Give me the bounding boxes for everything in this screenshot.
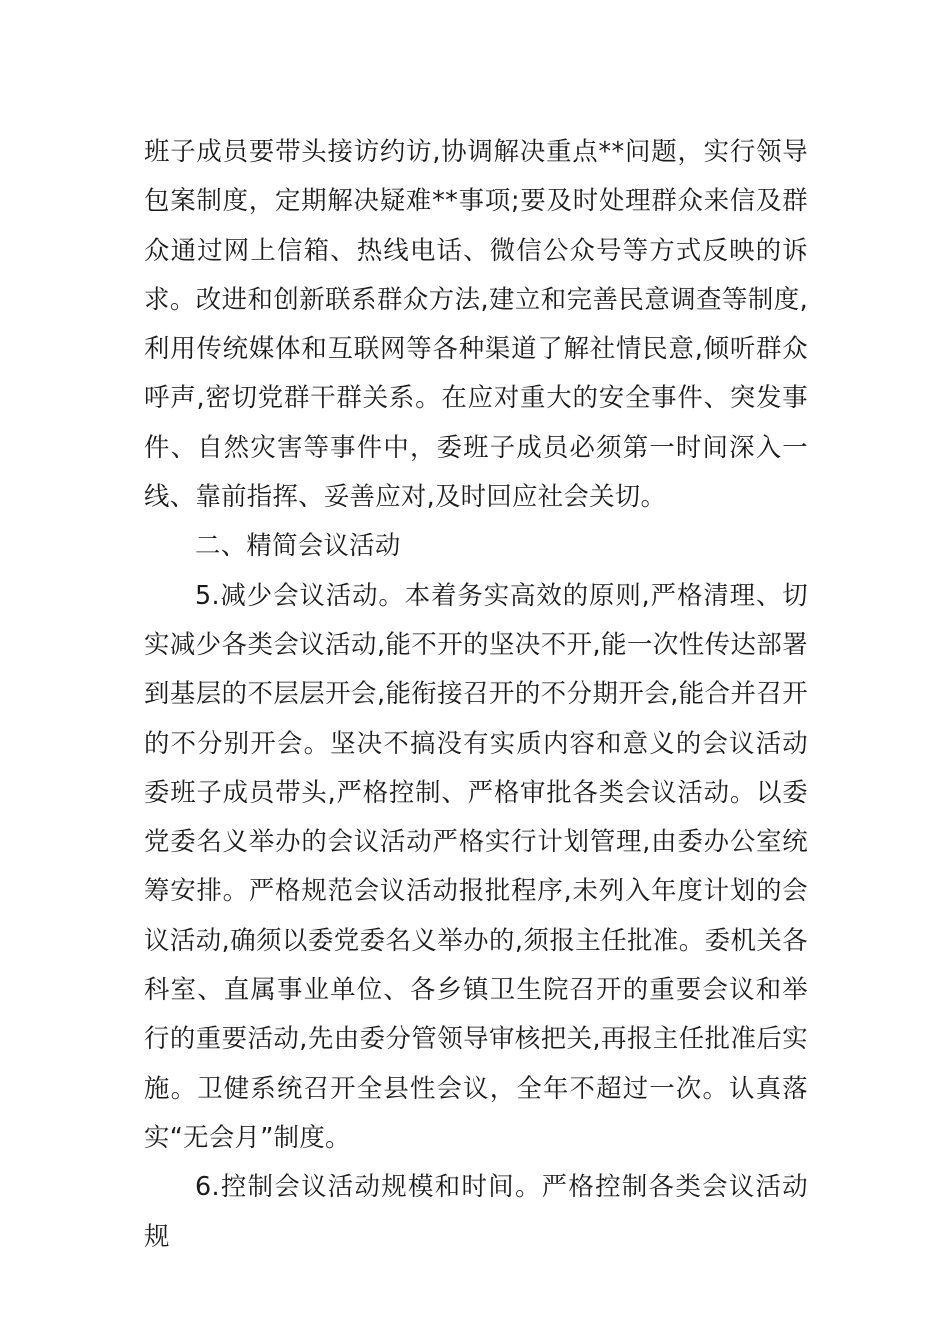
paragraph-item-6: 6.控制会议活动规模和时间。严格控制各类会议活动规 xyxy=(144,1171,808,1251)
paragraph-item-5: 5.减少会议活动。本着务实高效的原则,严格清理、切实减少各类会议活动,能不开的坚决不开,能一次性传达部署到基层的不层层开会,能衔接召开的不分期开会,能合并召开的不分别开会。坚决不搞没有实质内容和意义的会议活动委班子成员带头,严格控制、严格审批各类会议活动。以委党委名义举办的会议活动严格实行计划管理,由委办公室统筹安排。严格规范会议活动报批程序,未列入年度计划的会议活动,确须以委党委名义举办的,须报主任批准。委机关各科室、直属事业单位、各乡镇卫生院召开的重要会议和举行的重要活动,先由委分管领导审核把关,再报主任批准后实施。卫健系统召开全县性会议，全年不超过一次。认真落实“无会月”制度。 xyxy=(144,579,808,1152)
document-body xyxy=(144,127,808,1261)
paragraph-continuation: 班子成员要带头接访约访,协调解决重点**问题，实行领导包案制度，定期解决疑难**事项;要及时处理群众来信及群众通过网上信箱、热线电话、微信公众号等方式反映的诉求。改进和创新联系群众方法,建立和完善民意调查等制度,利用传统媒体和互联网等各种渠道了解社情民意,倾听群众呼声,密切党群干群关系。在应对重大的安全事件、突发事件、自然灾害等事件中，委班子成员必须第一时间深入一线、靠前指挥、妥善应对,及时回应社会关切。 xyxy=(144,136,808,512)
section-heading: 二、精简会议活动 xyxy=(195,530,401,561)
